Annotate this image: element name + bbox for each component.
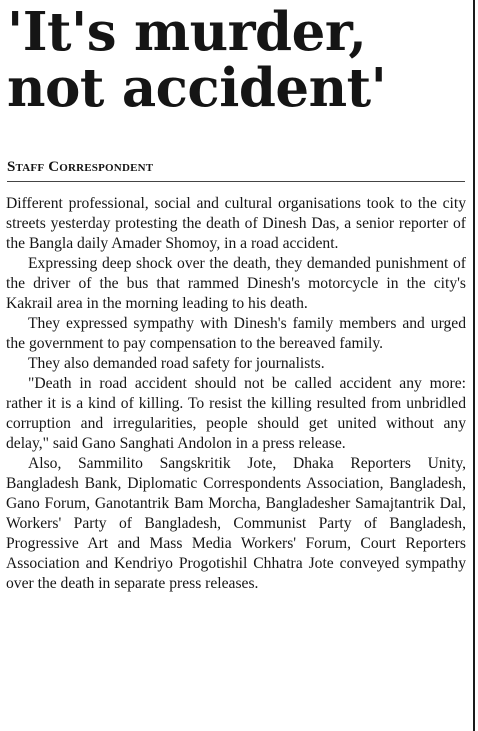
paragraph-3: They expressed sympathy with Dinesh's family members and urged the government to pay compensation to the bereaved family. <box>6 315 466 352</box>
headline: 'It's murder, not accident' <box>7 1 387 119</box>
paragraph-1: Different professional, social and cultural organisations took to the city streets yesterday protesting the death of Dinesh Das, a senior reporter of the Bangla daily Amader Shomoy, in a road accident. <box>6 195 466 252</box>
byline: Staff Correspondent <box>7 159 465 182</box>
article-body <box>6 194 466 594</box>
paragraph-4: They also demanded road safety for journalists. <box>28 355 325 372</box>
paragraph-2: Expressing deep shock over the death, they demanded punishment of the driver of the bus that rammed Dinesh's motorcycle in the city's Kakrail area in the morning leading to his death. <box>6 255 466 312</box>
column-rule <box>470 0 478 731</box>
paragraph-6: Also, Sammilito Sangskritik Jote, Dhaka Reporters Unity, Bangladesh Bank, Diplomatic Correspondents Association, Bangladesh, Gano Forum, Ganotantrik Bam Morcha, Bangladesher Samajtantrik Dal, Workers' Party of Bangladesh, Communist Party of Bangladesh, Progressive Art and Mass Media Workers' Forum, Court Reporters Association and Kendriyo Progotishil Chhatra Jote conveyed sympathy over the death in separate press releases. <box>6 455 466 592</box>
paragraph-5: "Death in road accident should not be called accident any more: rather it is a kind of killing. To resist the killing resulted from unbridled corruption and irregularities, people should get united without any delay," said Gano Sanghati Andolon in a press release. <box>6 375 466 452</box>
